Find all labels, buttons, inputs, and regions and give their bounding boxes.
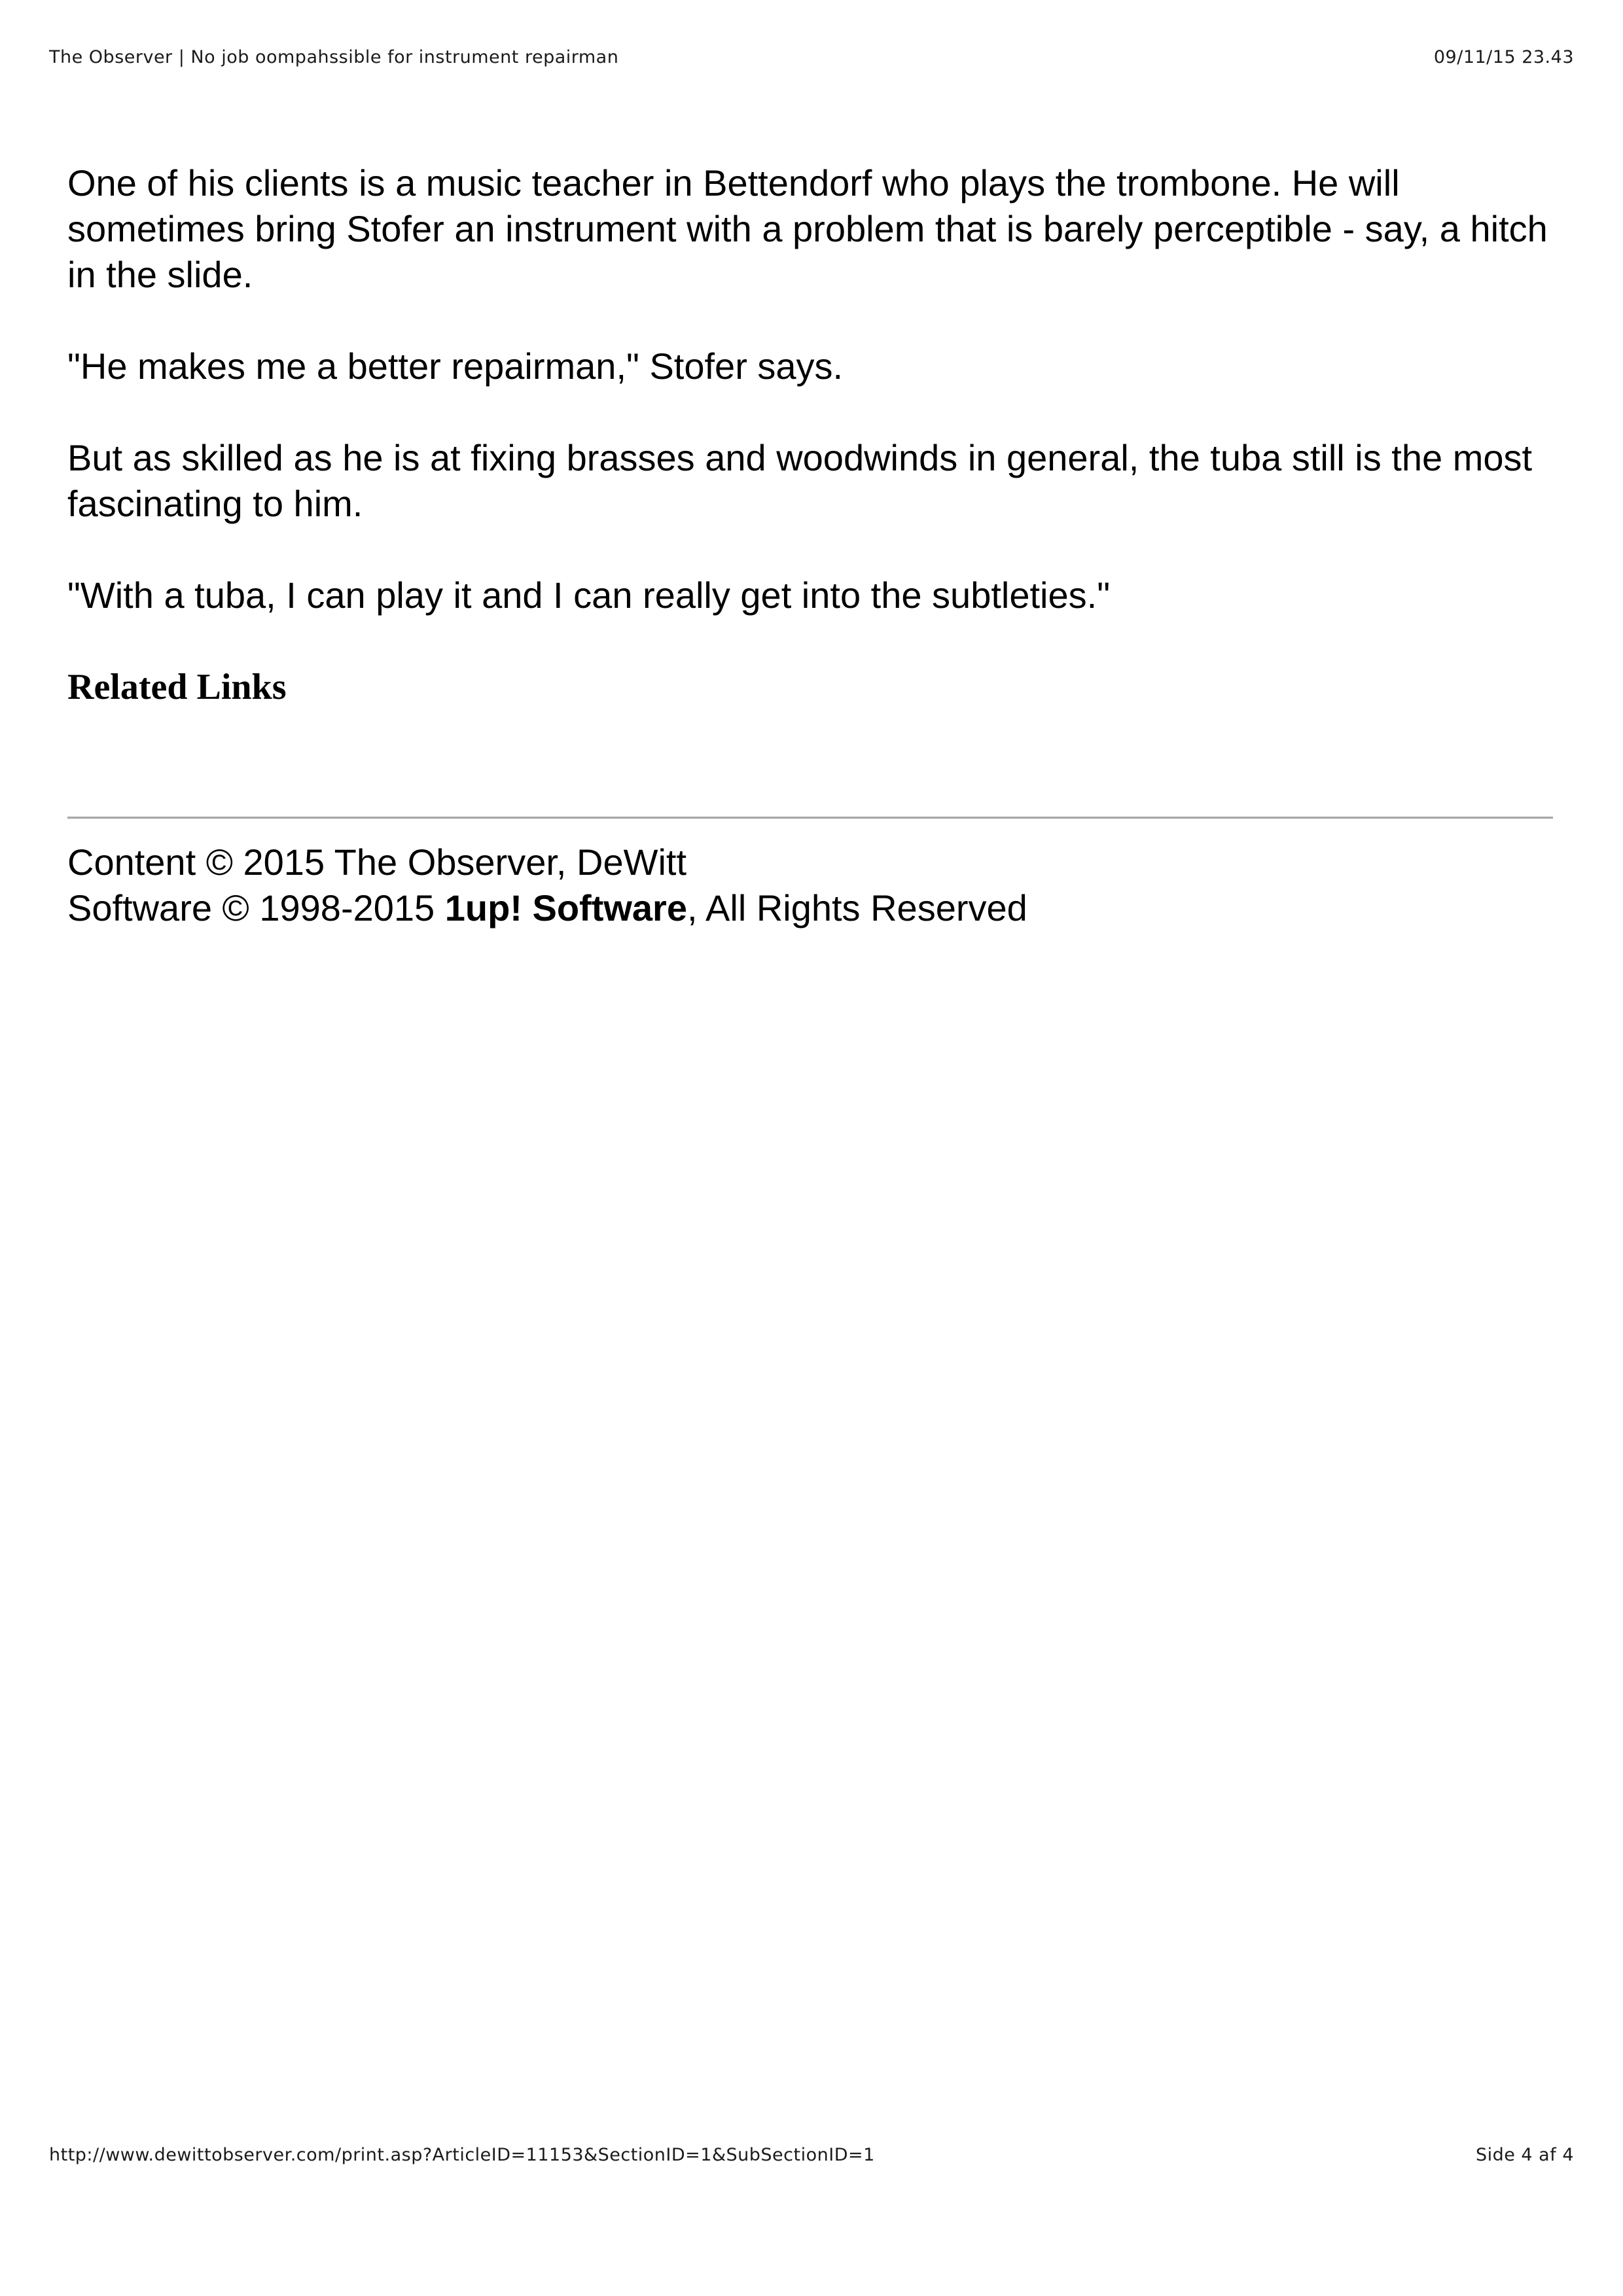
print-footer <box>49 2145 1574 2171</box>
copyright-footer <box>67 839 1566 931</box>
article-paragraph: But as skilled as he is at fixing brasses and woodwinds in general, the tuba still is the most fascinating to him. <box>67 437 1533 524</box>
article-paragraph: "With a tuba, I can play it and I can really get into the subtleties." <box>67 574 1111 616</box>
print-timestamp: 09/11/15 23.43 <box>1433 47 1574 67</box>
footer-divider <box>67 817 1553 819</box>
related-links-heading: Related Links <box>67 667 287 707</box>
print-header <box>49 47 1574 73</box>
software-brand-link[interactable]: 1up! Software <box>444 887 687 928</box>
software-copyright-suffix: , All Rights Reserved <box>687 887 1027 928</box>
article-paragraph: One of his clients is a music teacher in Bettendorf who plays the trombone. He will sometimes bring Stofer an instrument with a problem that is barely perceptible - say, a hitch in the slide. <box>67 162 1548 295</box>
print-page-number: Side 4 af 4 <box>1475 2145 1574 2165</box>
software-copyright <box>67 885 1566 931</box>
print-url: http://www.dewittobserver.com/print.asp?ArticleID=11153&SectionID=1&SubSectionID=1 <box>49 2145 875 2165</box>
print-page-title: The Observer | No job oompahssible for instrument repairman <box>49 47 619 67</box>
content-copyright: Content © 2015 The Observer, DeWitt <box>67 841 687 883</box>
software-copyright-prefix: Software © 1998-2015 <box>67 887 445 928</box>
article-body <box>67 160 1566 710</box>
article-paragraph: "He makes me a better repairman," Stofer says. <box>67 345 844 387</box>
